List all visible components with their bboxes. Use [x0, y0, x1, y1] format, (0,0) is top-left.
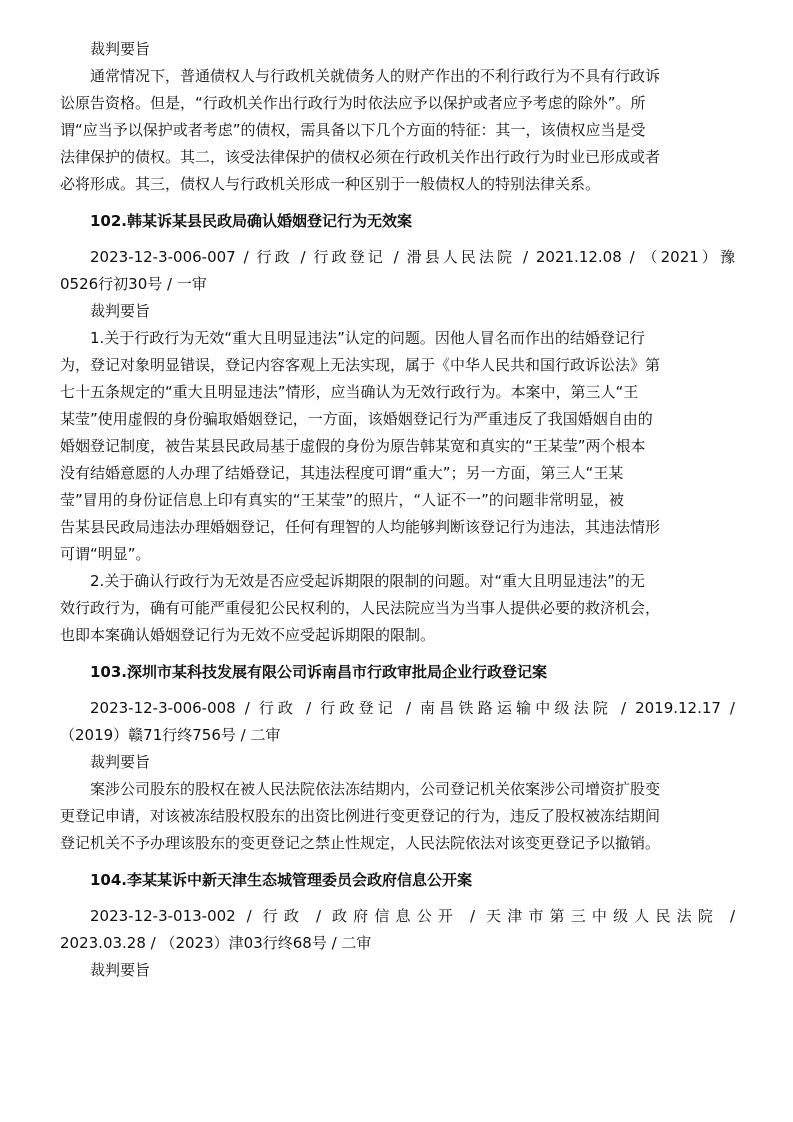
text-line: 七十五条规定的“重大且明显违法”情形，应当确认为无效行政行为。本案中，第三人“王 — [60, 383, 639, 401]
text-line: 必将形成。其三，债权人与行政机关形成一种区别于一般债权人的特别法律关系。 — [60, 175, 601, 193]
case-metadata — [60, 903, 735, 957]
text-line: 可谓“明显”。 — [60, 545, 151, 563]
text-line: 案涉公司股东的股权在被人民法院依法冻结期内，公司登记机关依案涉公司增资扩股变 — [90, 780, 661, 798]
metadata-line: （2019）赣71行终756号 / 二审 — [60, 726, 281, 744]
text-line: 更登记申请，对该被冻结股权股东的出资比例进行变更登记的行为，违反了股权被冻结期间 — [60, 807, 661, 825]
ruling-summary-label: 裁判要旨 — [90, 302, 151, 320]
ruling-summary-label: 裁判要旨 — [90, 40, 151, 58]
metadata-line: 0526行初30号 / 一审 — [60, 275, 207, 293]
text-line: 告某县民政局违法办理婚姻登记，任何有理智的人均能够判断该登记行为违法，其违法情形 — [60, 518, 661, 536]
case-title: 102.韩某诉某县民政局确认婚姻登记行为无效案 — [90, 212, 413, 230]
metadata-line: 2023-12-3-006-008 / 行政 / 行政登记 / 南昌铁路运输中级法院 / 2019.12.17 / — [90, 699, 735, 717]
case-paragraph — [60, 568, 735, 649]
text-line: 谓“应当予以保护或者考虑”的债权，需具备以下几个方面的特征：其一，该债权应当是受 — [60, 121, 646, 139]
case-paragraph — [60, 325, 735, 568]
case-title: 104.李某某诉中新天津生态城管理委员会政府信息公开案 — [90, 871, 473, 889]
metadata-line: 2023-12-3-006-007 / 行政 / 行政登记 / 滑县人民法院 / 2021.12.08 / （2021）豫 — [90, 248, 735, 266]
case-metadata — [60, 695, 735, 749]
ruling-summary-label: 裁判要旨 — [90, 753, 151, 771]
case-102 — [60, 208, 735, 649]
metadata-line: 2023-12-3-013-002 / 行政 / 政府信息公开 / 天津市第三中级人民法院 / — [90, 907, 735, 925]
case-paragraph — [60, 776, 735, 857]
text-line: 婚姻登记制度，被告某县民政局基于虚假的身份为原告韩某宽和真实的“王某莹”两个根本 — [60, 437, 646, 455]
text-line: 莹”冒用的身份证信息上印有真实的“王某莹”的照片，“人证不一”的问题非常明显，被 — [60, 491, 624, 509]
intro-paragraph — [60, 63, 735, 198]
text-line: 登记机关不予办理该股东的变更登记之禁止性规定，人民法院依法对该变更登记予以撤销。 — [60, 834, 661, 852]
ruling-summary-label: 裁判要旨 — [90, 961, 151, 979]
text-line: 讼原告资格。但是，“行政机关作出行政行为时依法应予以保护或者应予考虑的除外”。所 — [60, 94, 646, 112]
metadata-line: 2023.03.28 / （2023）津03行终68号 / 二审 — [60, 934, 372, 952]
text-line: 某莹”使用虚假的身份骗取婚姻登记，一方面，该婚姻登记行为严重违反了我国婚姻自由的 — [60, 410, 653, 428]
case-metadata — [60, 244, 735, 298]
case-103 — [60, 659, 735, 857]
text-line: 没有结婚意愿的人办理了结婚登记，其违法程度可谓“重大”；另一方面，第三人“王某 — [60, 464, 624, 482]
text-line: 通常情况下，普通债权人与行政机关就债务人的财产作出的不利行政行为不具有行政诉 — [90, 67, 661, 85]
text-line: 2.关于确认行政行为无效是否应受起诉期限的限制的问题。对“重大且明显违法”的无 — [90, 572, 645, 590]
text-line: 为，登记对象明显错误，登记内容客观上无法实现，属于《中华人民共和国行政诉讼法》第 — [60, 356, 661, 374]
text-line: 法律保护的债权。其二，该受法律保护的债权必须在行政机关作出行政行为时业已形成或者 — [60, 148, 661, 166]
text-line: 效行政行为，确有可能严重侵犯公民权利的，人民法院应当为当事人提供必要的救济机会， — [60, 599, 661, 617]
text-line: 也即本案确认婚姻登记行为无效不应受起诉期限的限制。 — [60, 626, 436, 644]
case-104 — [60, 867, 735, 984]
text-line: 1.关于行政行为无效“重大且明显违法”认定的问题。因他人冒名而作出的结婚登记行 — [90, 329, 645, 347]
case-title: 103.深圳市某科技发展有限公司诉南昌市行政审批局企业行政登记案 — [90, 663, 548, 681]
